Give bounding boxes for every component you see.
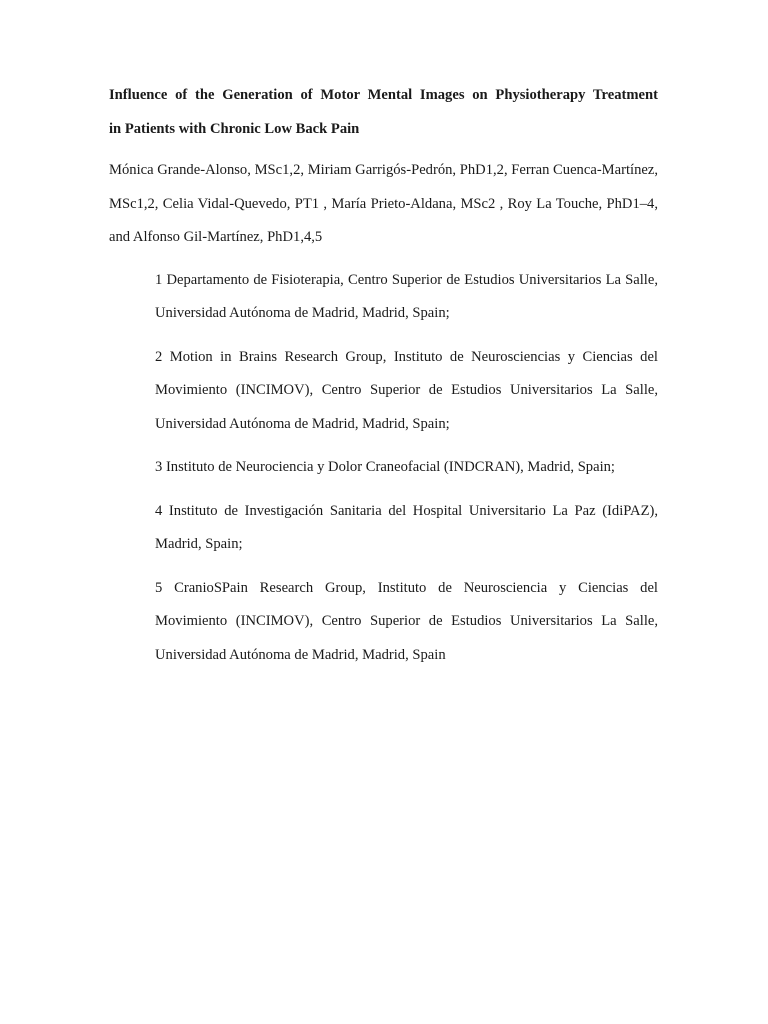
affiliation-item-1: 1 Departamento de Fisioterapia, Centro Superior de Estudios Universitarios La Salle, Universidad Autónoma de Madrid, Madrid, Spain; xyxy=(155,271,658,321)
affiliation-item-5: 5 CranioSPain Research Group, Instituto de Neurosciencia y Ciencias del Movimiento (INCIMOV), Centro Superior de Estudios Universitarios La Salle, Universidad Autónoma de Madrid, Madrid, Spain xyxy=(155,579,658,663)
affiliation-item-4: 4 Instituto de Investigación Sanitaria del Hospital Universitario La Paz (IdiPAZ), Madrid, Spain; xyxy=(155,502,658,552)
paper-title xyxy=(109,78,658,146)
affiliation-item-3: 3 Instituto de Neurociencia y Dolor Craneofacial (INDCRAN), Madrid, Spain; xyxy=(155,459,615,475)
title-line-2: in Patients with Chronic Low Back Pain xyxy=(109,121,360,137)
title-line-1: Influence of the Generation of Motor Mental Images on Physiotherapy Treatment xyxy=(109,87,658,103)
affiliation-item-2: 2 Motion in Brains Research Group, Instituto de Neurosciencias y Ciencias del Movimiento (INCIMOV), Centro Superior de Estudios Universitarios La Salle, Universidad Autónoma de Madrid, Madrid, Spain; xyxy=(155,348,658,432)
author-list: Mónica Grande-Alonso, MSc1,2, Miriam Garrigós-Pedrón, PhD1,2, Ferran Cuenca-Martínez, MSc1,2, Celia Vidal-Quevedo, PT1 , María Prieto-Aldana, MSc2 , Roy La Touche, PhD1–4, and Alfonso Gil-Martínez, PhD1,4,5 xyxy=(109,162,658,245)
paper-page xyxy=(109,78,658,682)
affiliation-list xyxy=(155,264,658,673)
